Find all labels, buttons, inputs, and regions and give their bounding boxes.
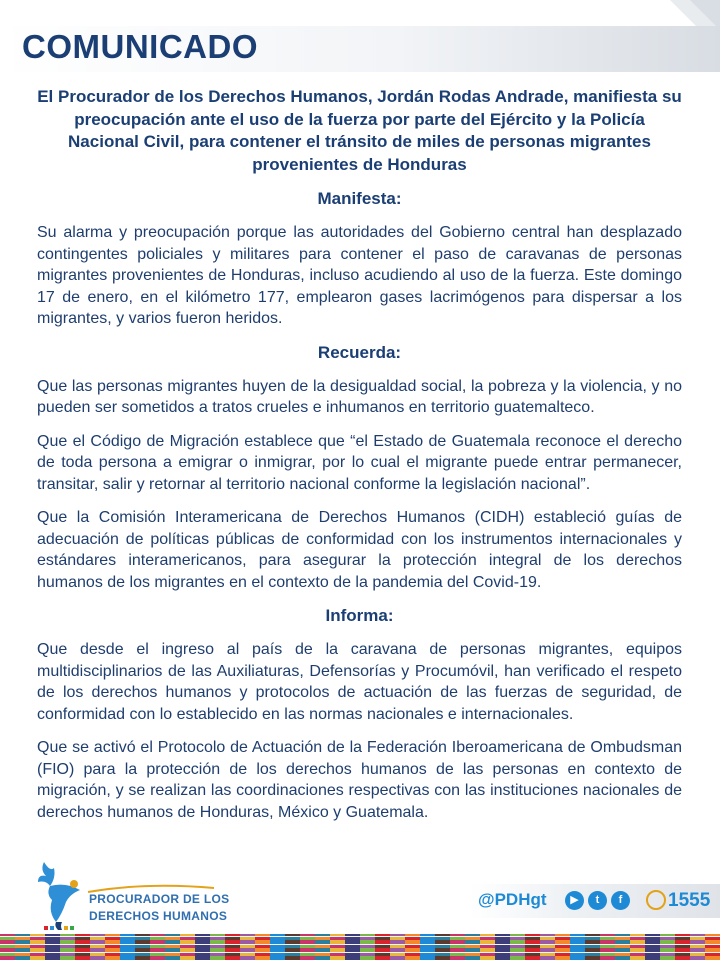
textile-stripe [150, 934, 165, 960]
section-heading-manifesta: Manifesta: [317, 189, 402, 208]
textile-stripe [390, 934, 405, 960]
textile-stripe [465, 934, 480, 960]
textile-stripe [480, 934, 495, 960]
textile-stripe [0, 934, 15, 960]
textile-stripe [645, 934, 660, 960]
paragraph: Que el Código de Migración establece que “el Estado de Guatemala reconoce el derecho de toda persona a emigrar o inmigrar, por lo cual el migrante puede entrar permanecer, transitar, salir y retornar al territorio nacional conforme la legislación nacional”. [37, 432, 682, 493]
section-heading-recuerda: Recuerda: [317, 342, 402, 362]
textile-pattern-strip [0, 934, 720, 960]
textile-stripe [345, 934, 360, 960]
textile-stripe [690, 934, 705, 960]
textile-stripe [435, 934, 450, 960]
textile-stripe [105, 934, 120, 960]
textile-stripe [375, 934, 390, 960]
textile-stripe [360, 934, 375, 960]
page-title: COMUNICADO [22, 28, 258, 65]
textile-stripe [315, 934, 330, 960]
textile-stripe [630, 934, 645, 960]
textile-stripe [45, 934, 60, 960]
textile-stripe [270, 934, 285, 960]
textile-stripe [15, 934, 30, 960]
twitter-handle[interactable]: @PDHgt [478, 890, 547, 909]
pdh-logo [36, 860, 236, 932]
textile-stripe [180, 934, 195, 960]
logo-text-line2: DERECHOS HUMANOS [89, 909, 228, 923]
textile-stripe [705, 934, 720, 960]
textile-stripe [300, 934, 315, 960]
headline: El Procurador de los Derechos Humanos, Jordán Rodas Andrade, manifiesta su preocupación ante el uso de la fuerza por parte del Ejército y la Policía Nacional Civil, para contener el tránsito de miles de personas migrantes provenientes de Honduras [37, 87, 682, 174]
paragraph: Que las personas migrantes huyen de la desigualdad social, la pobreza y la violencia, y no pueden ser sometidos a tratos crueles e inhumanos en territorio guatemalteco. [37, 377, 682, 416]
textile-stripe [210, 934, 225, 960]
textile-stripe [555, 934, 570, 960]
textile-stripe [240, 934, 255, 960]
paragraph: Su alarma y preocupación porque las autoridades del Gobierno central han desplazado contingentes policiales y militares para contener el paso de caravanas de personas migrantes provenientes de Honduras, incluso acudiendo al uso de la fuerza. Este domingo 17 de enero, en el kilómetro 177, emplearon gases lacrimógenos para dispersar a los migrantes, y varios fueron heridos. [37, 224, 682, 327]
textile-stripe [120, 934, 135, 960]
footer [0, 856, 720, 960]
textile-stripe [570, 934, 585, 960]
textile-stripe [285, 934, 300, 960]
textile-stripe [165, 934, 180, 960]
textile-stripe [30, 934, 45, 960]
textile-stripe [600, 934, 615, 960]
twitter-icon[interactable]: t [588, 891, 607, 910]
textile-stripe [660, 934, 675, 960]
textile-stripe [585, 934, 600, 960]
textile-stripe [495, 934, 510, 960]
textile-stripe [510, 934, 525, 960]
textile-stripe [540, 934, 555, 960]
social-links [470, 884, 720, 918]
paragraph: Que desde el ingreso al país de la caravana de personas migrantes, equipos multidisciplinarios de las Auxiliaturas, Defensorías y Procumóvil, han verificado el respeto de los derechos humanos y protocolos de actuación de las fuerzas de seguridad, de conformidad con lo establecido en las normas nacionales e internacionales. [37, 641, 682, 723]
textile-stripe [255, 934, 270, 960]
logo-text-line1: PROCURADOR DE LOS [89, 892, 230, 906]
section-heading-informa: Informa: [325, 606, 394, 625]
textile-stripe [615, 934, 630, 960]
textile-stripe [450, 934, 465, 960]
textile-stripe [60, 934, 75, 960]
paragraph: Que se activó el Protocolo de Actuación de la Federación Iberoamericana de Ombudsman (FIO) para la protección de los derechos humanos de las personas en contexto de migración, y se realizan las coordinaciones respectivas con las instituciones nacionales de derechos humanos de Honduras, México y Guatemala. [37, 739, 682, 821]
textile-stripe [330, 934, 345, 960]
textile-stripe [195, 934, 210, 960]
header-banner [0, 26, 720, 72]
paragraph: Que la Comisión Interamericana de Derechos Humanos (CIDH) estableció guías de adecuación de políticas públicas de conformidad con los instrumentos internacionales y estándares interamericanos, para asegurar la protección integral de los derechos humanos de los migrantes en el contexto de la pandemia del Covid-19. [37, 509, 682, 591]
phone-number[interactable]: 1555 [668, 890, 711, 911]
textile-stripe [525, 934, 540, 960]
play-icon[interactable]: ▶ [565, 891, 584, 910]
textile-stripe [90, 934, 105, 960]
textile-stripe [405, 934, 420, 960]
phone-icon [646, 890, 666, 910]
facebook-icon[interactable]: f [611, 891, 630, 910]
document-body [37, 86, 682, 835]
textile-stripe [420, 934, 435, 960]
textile-stripe [75, 934, 90, 960]
textile-stripe [225, 934, 240, 960]
textile-stripe [675, 934, 690, 960]
textile-stripe [135, 934, 150, 960]
dove-figure-icon [36, 860, 86, 932]
